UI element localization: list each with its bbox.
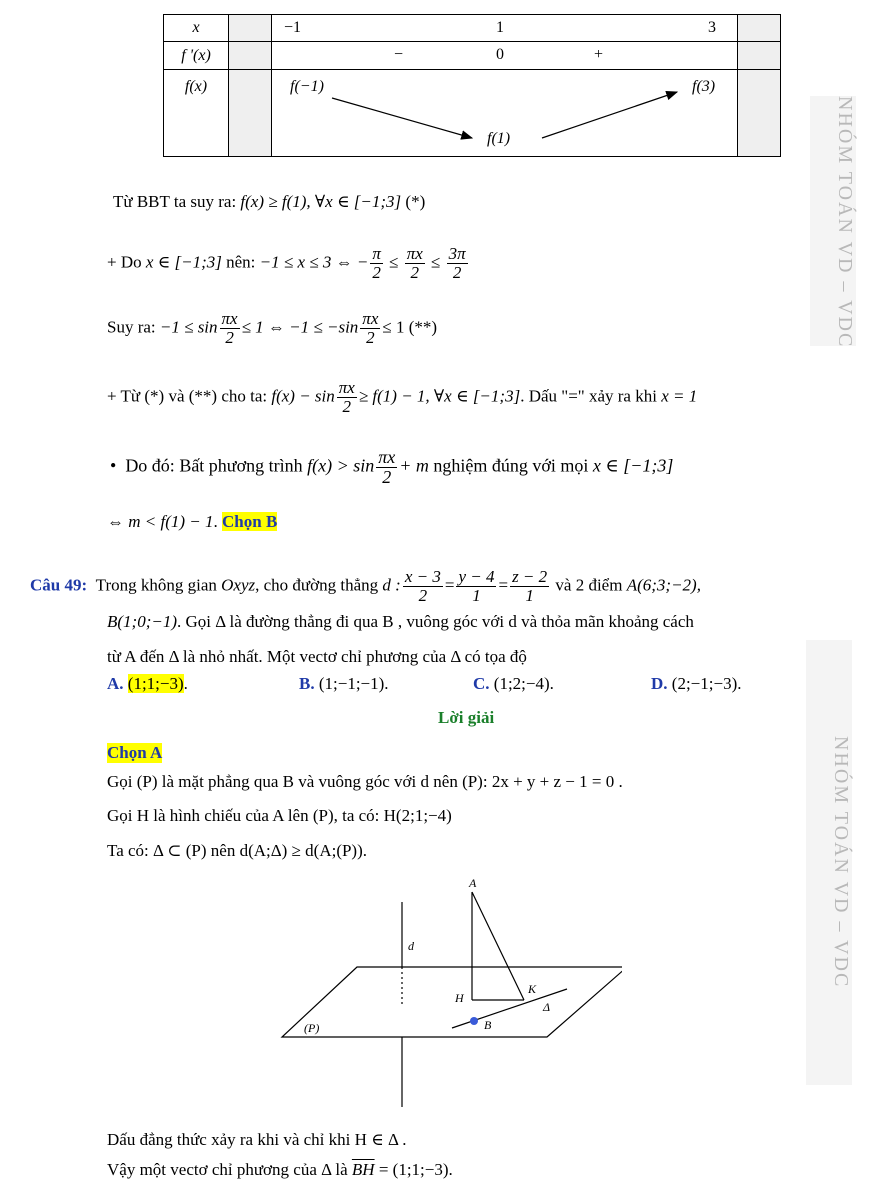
line-3: Suy ra: −1 ≤ sin $\frac{\pi x}{2}$ ≤ 1 ⇔ −1 ≤ −sin $\frac{\pi x}{2}$ ≤ 1 (**) bbox=[107, 309, 438, 347]
svg-text:A: A bbox=[469, 876, 477, 890]
svg-text:K: K bbox=[528, 982, 537, 996]
point-b bbox=[470, 1017, 478, 1025]
question-label: Câu 49: bbox=[30, 575, 88, 595]
bbt-f-label: f(x) bbox=[184, 78, 208, 95]
option-c[interactable]: C. (1;2;−4). bbox=[473, 674, 554, 693]
bbt-f-left: f(−1) bbox=[290, 78, 324, 95]
bbt-fprime-plus: + bbox=[594, 46, 604, 63]
bbt-x-label: x bbox=[192, 19, 200, 36]
question-line-3: từ A đến Δ là nhỏ nhất. Một vectơ chỉ phương của Δ có tọa độ bbox=[107, 647, 527, 666]
watermark-top: NHÓM TOÁN VD – VDC bbox=[810, 96, 856, 346]
bbt-x-v2: 1 bbox=[496, 19, 504, 36]
svg-text:d: d bbox=[408, 939, 414, 953]
bbt-f-right: f(3) bbox=[692, 78, 716, 95]
bbt-fprime-zero: 0 bbox=[496, 46, 504, 63]
bbt-f-bottom: f(1) bbox=[487, 130, 511, 147]
svg-text:(P): (P) bbox=[304, 1021, 320, 1035]
option-d[interactable]: D. (2;−1;−3). bbox=[651, 674, 742, 693]
line-5: • Do đó: Bất phương trình f(x) > sin $\frac{\pi x}{2}$ + m nghiệm đúng với mọi x ∈ [−1;3] bbox=[110, 447, 674, 487]
variation-table bbox=[163, 14, 781, 157]
bbt-x-v3: 3 bbox=[708, 19, 716, 36]
bbt-fprime-label: f '(x) bbox=[181, 46, 211, 64]
bbt-arrows bbox=[272, 70, 737, 157]
bbt-fprime-minus: − bbox=[394, 46, 404, 63]
bbt-x-v1: −1 bbox=[284, 19, 302, 36]
svg-text:B: B bbox=[484, 1018, 492, 1032]
option-b[interactable]: B. (1;−1;−1). bbox=[299, 674, 389, 693]
question-line-1: Câu 49: Trong không gian Oxyz, cho đường thẳng d : $\frac{x - 3}{2}$ = $\frac{y - 4}{1}$ = $\frac{z - 2}{1}$ và 2 điểm A(6;3;−2), bbox=[30, 567, 701, 605]
solution-step-1: Gọi (P) là mặt phẳng qua B và vuông góc với d nên (P): 2x + y + z − 1 = 0 . bbox=[107, 772, 623, 791]
choice-b-highlight: Chọn B bbox=[222, 512, 278, 531]
plane-p bbox=[282, 967, 622, 1037]
solution-title: Lời giải bbox=[438, 708, 495, 727]
option-a[interactable]: A. (1;1;−3). bbox=[107, 674, 188, 693]
svg-text:H: H bbox=[455, 991, 464, 1005]
solution-step-5: Vậy một vectơ chỉ phương của Δ là $\overline{BH}$ = (1;1;−3). bbox=[107, 1160, 453, 1179]
line-1: Từ BBT ta suy ra: f(x) ≥ f(1), ∀x ∈ [−1;3] (*) bbox=[113, 192, 426, 211]
solution-step-4: Dấu đẳng thức xảy ra khi và chỉ khi H ∈ Δ . bbox=[107, 1130, 407, 1149]
solution-step-3: Ta có: Δ ⊂ (P) nên d(A;Δ) ≥ d(A;(P)). bbox=[107, 841, 368, 860]
line-2: + Do x ∈ [−1;3] nên: −1 ≤ x ≤ 3 ⇔ − $\frac{\pi}{2}$ ≤ $\frac{\pi x}{2}$ ≤ $\frac{3\pi}{2}$ bbox=[107, 244, 466, 282]
solution-step-2: Gọi H là hình chiếu của A lên (P), ta có: H(2;1;−4) bbox=[107, 806, 452, 825]
question-line-2: B(1;0;−1). Gọi Δ là đường thẳng đi qua B , vuông góc với d và thỏa mãn khoảng cách bbox=[107, 612, 694, 631]
geometry-figure bbox=[262, 872, 622, 1122]
line-4: + Từ (*) và (**) cho ta: f(x) − sin $\frac{\pi x}{2}$ ≥ f(1) − 1, ∀x ∈ [−1;3]. Dấu "=" xảy ra khi x = 1 bbox=[107, 378, 698, 416]
svg-text:Δ: Δ bbox=[543, 1000, 551, 1014]
segment-ak bbox=[472, 892, 524, 1000]
watermark-bottom: NHÓM TOÁN VD – VDC bbox=[806, 640, 852, 1085]
solution-choice: Chọn A bbox=[107, 743, 163, 762]
line-6: ⇔ m < f(1) − 1. Chọn B bbox=[107, 512, 278, 531]
